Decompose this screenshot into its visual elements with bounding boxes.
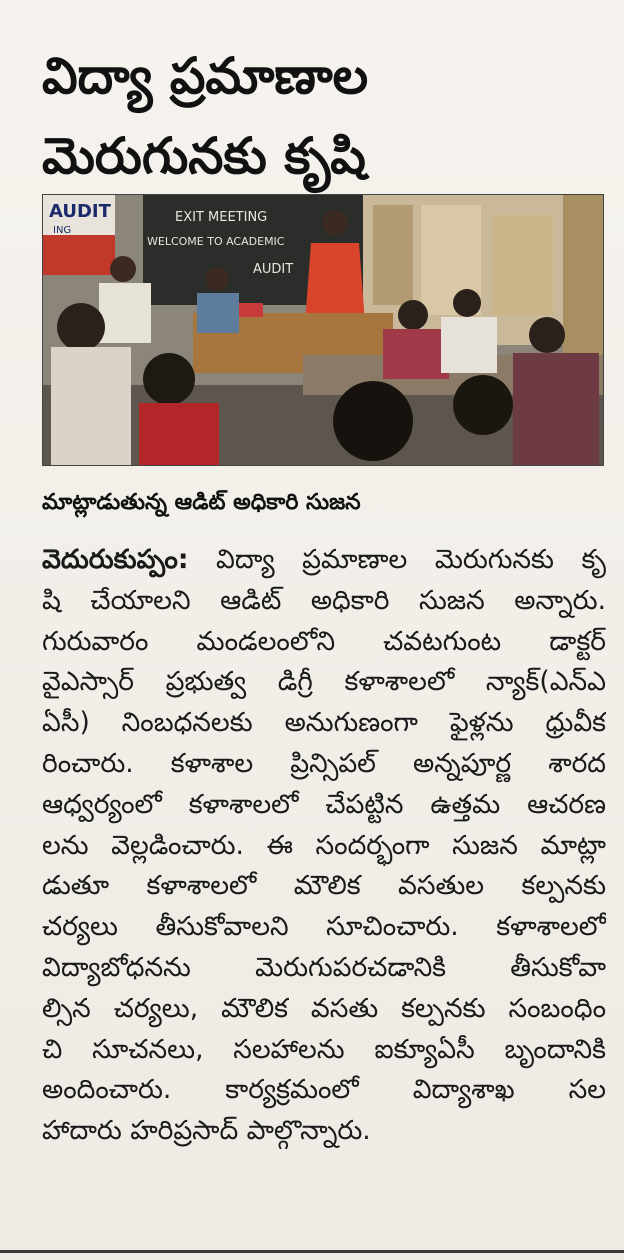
article-dateline: వెదురుకుప్పం: [42, 544, 189, 575]
article-line: షి చేయాలని ఆడిట్ అధికారి సుజన అన్నారు. [42, 584, 606, 616]
article-line: వైఎస్సార్ ప్రభుత్వ డిగ్రీ కళాశాలలో న్యాక్(ఎన్ఎ [42, 666, 606, 698]
photo-official-1-body [99, 283, 151, 343]
article-body [42, 540, 606, 1152]
photo-official-1-head [110, 256, 136, 282]
photo-board-line-2: WELCOME TO ACADEMIC [147, 235, 285, 248]
article-line: ల్సిన చర్యలు, మౌలిక వసతు కల్పనకు సంబంధిం [42, 992, 606, 1024]
photo-illustration [43, 195, 603, 465]
photo-audit-banner-stripe [43, 235, 115, 275]
photo-audience-head-7 [453, 375, 513, 435]
photo-audience-head-1 [57, 303, 105, 351]
bottom-rule [0, 1250, 624, 1253]
article-line: చర్యలు తీసుకోవాలని సూచించారు. కళాశాలలో [42, 911, 606, 943]
photo-audience-body-4 [383, 329, 449, 379]
photo-audience-head-4 [398, 300, 428, 330]
photo-audience-body-5 [441, 317, 497, 373]
photo-audience-head-3 [333, 381, 413, 461]
photo-cupboard-1 [373, 205, 413, 305]
photo-cupboard-3 [493, 215, 553, 315]
photo-board-line-3: AUDIT [253, 262, 294, 277]
article-line: లను వెల్లడించారు. ఈ సందర్భంగా సుజన మాట్లా [42, 829, 606, 861]
news-photo [42, 194, 604, 466]
article-line: రించారు. కళాశాల ప్రిన్సిపల్ అన్నపూర్ణ శారద [42, 747, 606, 779]
photo-audience-body-2 [139, 403, 219, 465]
photo-audit-text: AUDIT [49, 201, 111, 222]
article-line: వెదురుకుప్పం: విద్యా ప్రమాణాల మెరుగునకు కృ [42, 544, 606, 575]
article-line: అందించారు. కార్యక్రమంలో విద్యాశాఖ సల [42, 1074, 606, 1106]
photo-speaker-head [322, 210, 348, 236]
photo-official-2-head [205, 267, 229, 291]
article-line: చి సూచనలు, సలహాలను ఐక్యూఏసీ బృందానికి [42, 1033, 606, 1065]
headline-line-1: విద్యా ప్రమాణాల [42, 47, 369, 105]
photo-board-line-1: EXIT MEETING [175, 210, 268, 225]
photo-audience-body-6 [513, 353, 599, 465]
article-line: విద్యాబోధనను మెరుగుపరచడానికి తీసుకోవా [42, 951, 606, 983]
photo-cupboard-4 [563, 195, 603, 355]
photo-speaker-saree [305, 243, 365, 323]
photo-audience-head-5 [453, 289, 481, 317]
headline [42, 36, 602, 196]
photo-caption: మాట్లాడుతున్న ఆడిట్ అధికారి సుజన [42, 490, 361, 515]
photo-official-2-body [197, 293, 239, 333]
article-line: ఏసీ) నింబధనలకు అనుగుణంగా ఫైళ్లను ధ్రువీక [42, 707, 606, 739]
headline-line-2: మెరుగునకు కృషి [42, 127, 366, 185]
photo-audience-head-2 [143, 353, 195, 405]
article-line: గురువారం మండలంలోని చవటగుంట డాక్టర్ [42, 625, 606, 657]
photo-audience-body-1 [51, 347, 131, 465]
article-line: ఆధ్వర్యంలో కళాశాలలో చేపట్టిన ఉత్తమ ఆచరణ [42, 788, 606, 820]
photo-audience-head-6 [529, 317, 565, 353]
article-line: డుతూ కళాశాలలో మౌలిక వసతుల కల్పనకు [42, 870, 606, 902]
photo-ing-text: ING [53, 225, 72, 236]
article-line-last: హాదారు హరిప్రసాద్ పాల్గొన్నారు. [42, 1115, 371, 1147]
